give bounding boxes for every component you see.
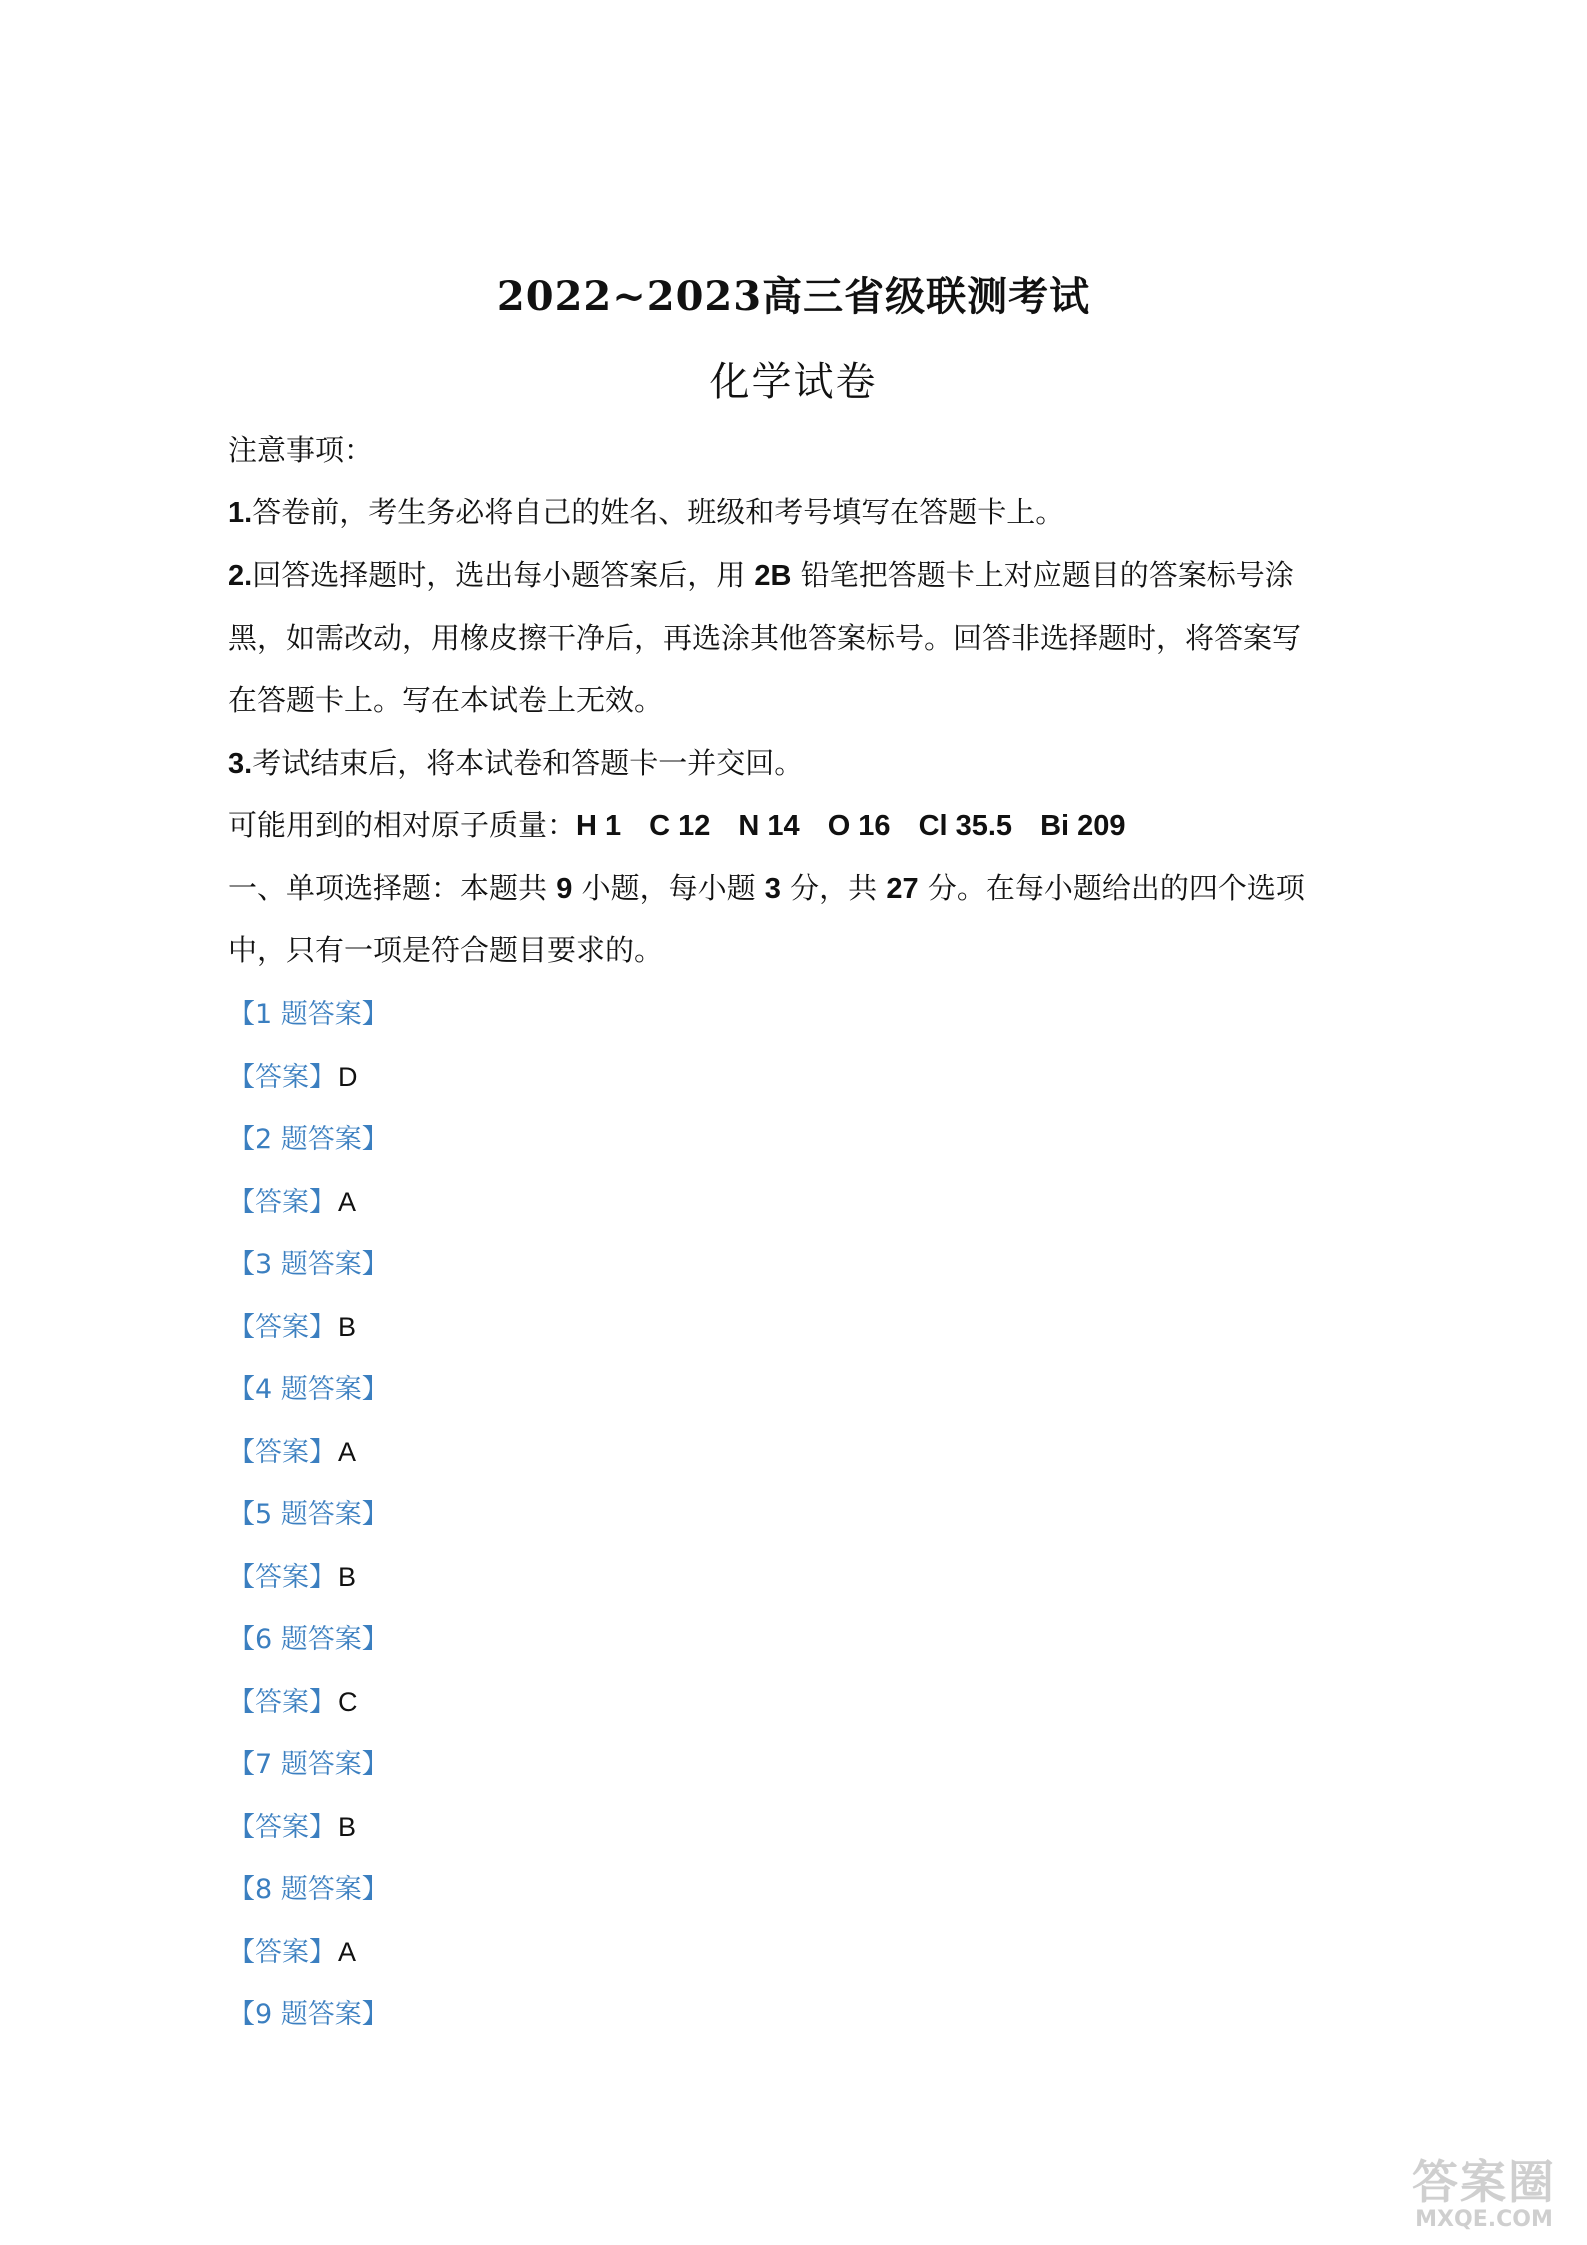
answer-heading-8-label: 【8 题答案】 bbox=[228, 1874, 389, 1905]
answer-row-7 bbox=[228, 1806, 356, 1848]
answer-value: B bbox=[338, 1562, 357, 1592]
mass-c: C 12 bbox=[649, 810, 711, 842]
answer-value: B bbox=[338, 1812, 357, 1842]
atomic-mass-label: 可能用到的相对原子质量： bbox=[228, 808, 577, 842]
answer-heading-3-label: 【3 题答案】 bbox=[228, 1249, 389, 1280]
answer-heading-9-label: 【9 题答案】 bbox=[228, 1999, 389, 2030]
atomic-mass-line bbox=[228, 805, 1154, 846]
answer-value: D bbox=[338, 1062, 358, 1092]
watermark-url: MXQE.COM bbox=[1415, 2207, 1553, 2232]
mass-o: O 16 bbox=[827, 810, 891, 842]
answer-row-2 bbox=[228, 1181, 356, 1223]
answer-label: 【答案】 bbox=[228, 1812, 336, 1843]
section-1-heading bbox=[228, 868, 1305, 909]
section-1-text-d: 分。在每小题给出的四个选项 bbox=[918, 871, 1305, 905]
mass-cl: Cl 35.5 bbox=[918, 810, 1013, 842]
answer-label: 【答案】 bbox=[228, 1312, 336, 1343]
answer-label: 【答案】 bbox=[228, 1562, 336, 1593]
answer-label: 【答案】 bbox=[228, 1187, 336, 1218]
answer-heading-3 bbox=[228, 1243, 389, 1285]
notice-2-num: 2. bbox=[228, 560, 253, 592]
answer-value: C bbox=[338, 1687, 358, 1717]
answer-label: 【答案】 bbox=[228, 1062, 336, 1093]
notice-3-num: 3. bbox=[228, 748, 253, 780]
answer-heading-4-label: 【4 题答案】 bbox=[228, 1374, 389, 1405]
answer-heading-8 bbox=[228, 1868, 389, 1910]
section-1-text-a: 一、单项选择题：本题共 bbox=[228, 871, 557, 905]
section-1-text-c: 分，共 bbox=[780, 871, 887, 905]
answer-heading-7-label: 【7 题答案】 bbox=[228, 1749, 389, 1780]
notice-2-cont1: 黑，如需改动，用橡皮擦干净后，再选涂其他答案标号。回答非选择题时，将答案写 bbox=[228, 621, 1302, 655]
answer-heading-4 bbox=[228, 1368, 389, 1410]
answer-heading-1 bbox=[228, 993, 389, 1035]
answer-value: B bbox=[338, 1312, 357, 1342]
section-1-points: 3 bbox=[764, 873, 781, 905]
mass-h: H 1 bbox=[576, 810, 622, 842]
answer-row-1 bbox=[228, 1056, 358, 1098]
answer-row-8 bbox=[228, 1931, 356, 1973]
answer-heading-6 bbox=[228, 1618, 389, 1660]
answer-label: 【答案】 bbox=[228, 1437, 336, 1468]
answer-value: A bbox=[338, 1437, 357, 1467]
exam-title: 2022~2023高三省级联测考试 bbox=[496, 273, 1091, 320]
answer-heading-2 bbox=[228, 1118, 389, 1160]
answer-row-5 bbox=[228, 1556, 356, 1598]
notice-2-cont2: 在答题卡上。写在本试卷上无效。 bbox=[228, 683, 664, 717]
answer-value: A bbox=[338, 1187, 357, 1217]
answer-row-4 bbox=[228, 1431, 356, 1473]
notice-2 bbox=[228, 555, 1294, 596]
answer-heading-6-label: 【6 题答案】 bbox=[228, 1624, 389, 1655]
answer-heading-2-label: 【2 题答案】 bbox=[228, 1124, 389, 1155]
answer-heading-5 bbox=[228, 1493, 389, 1535]
answer-label: 【答案】 bbox=[228, 1937, 336, 1968]
section-1-heading-cont: 中，只有一项是符合题目要求的。 bbox=[228, 933, 664, 967]
answer-row-6 bbox=[228, 1681, 358, 1723]
notice-1-text: 答卷前，考生务必将自己的姓名、班级和考号填写在答题卡上。 bbox=[252, 495, 1065, 529]
section-1-count: 9 bbox=[556, 873, 573, 905]
answer-heading-7 bbox=[228, 1743, 389, 1785]
watermark-logo bbox=[1399, 2157, 1569, 2237]
notice-1-num: 1. bbox=[228, 497, 253, 529]
answer-heading-5-label: 【5 题答案】 bbox=[228, 1499, 389, 1530]
notice-2-text-a: 回答选择题时，选出每小题答案后，用 bbox=[252, 558, 755, 592]
answer-value: A bbox=[338, 1937, 357, 1967]
exam-subtitle: 化学试卷 bbox=[709, 359, 878, 405]
section-1-text-b: 小题，每小题 bbox=[572, 871, 765, 905]
answer-heading-9 bbox=[228, 1993, 389, 2035]
mass-n: N 14 bbox=[738, 810, 800, 842]
watermark-logo-text: 答案圈 bbox=[1412, 2155, 1556, 2209]
notice-2-pencil: 2B bbox=[754, 560, 792, 592]
answer-label: 【答案】 bbox=[228, 1687, 336, 1718]
notice-2-text-b: 铅笔把答题卡上对应题目的答案标号涂 bbox=[791, 558, 1294, 592]
notice-heading: 注意事项： bbox=[228, 433, 374, 467]
answer-row-3 bbox=[228, 1306, 356, 1348]
mass-bi: Bi 209 bbox=[1040, 810, 1126, 842]
notice-1 bbox=[228, 492, 1064, 533]
section-1-total: 27 bbox=[886, 873, 919, 905]
notice-3-text: 考试结束后，将本试卷和答题卡一并交回。 bbox=[252, 746, 804, 780]
notice-3 bbox=[228, 743, 803, 784]
answer-heading-1-label: 【1 题答案】 bbox=[228, 999, 389, 1030]
